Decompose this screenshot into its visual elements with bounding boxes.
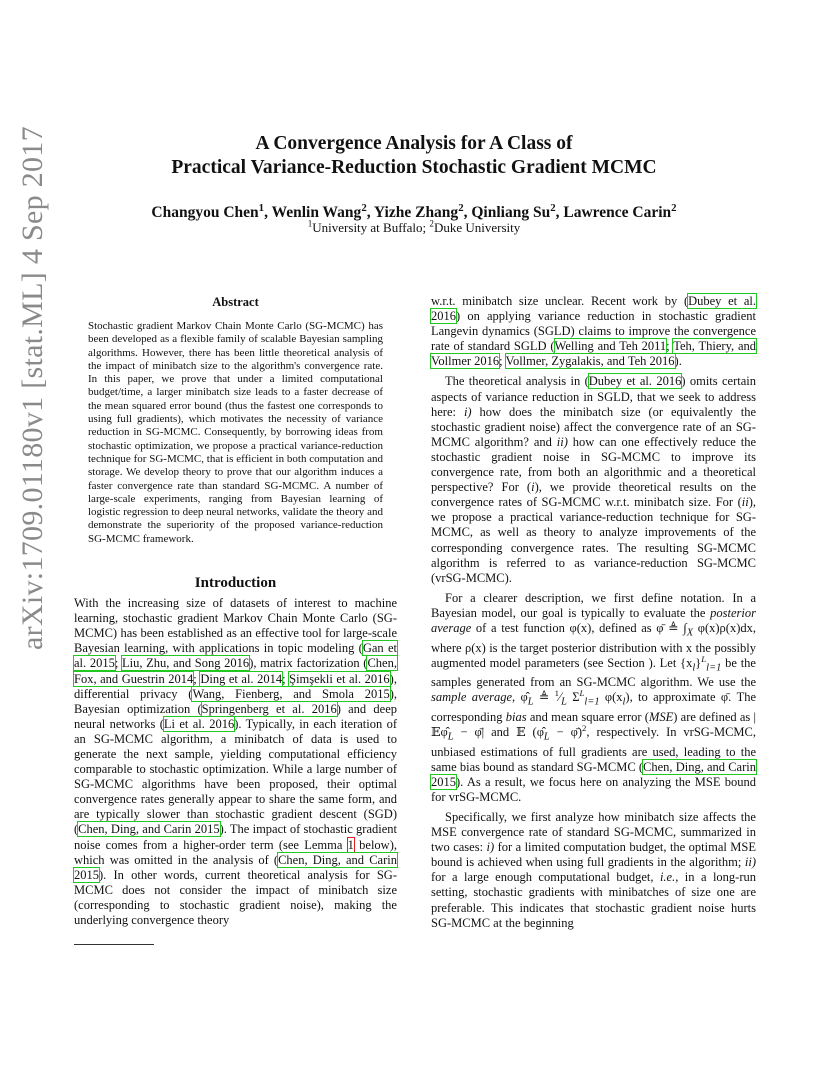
author: Qinliang Su: [471, 204, 551, 221]
citation-link[interactable]: Dubey et al. 2016: [431, 294, 756, 324]
paragraph: The theoretical analysis in (Dubey et al. 2016) omits certain aspects of variance reduction in SGLD, that we seek to address here: i) how does the minibatch size (or equivalently the stochastic gradient noise) affect the convergence rate of an SG-MCMC algorithm? and ii) how can one effectively reduce the stochastic gradient noise in SG-MCMC to improve its convergence rate, from both an algorithmic and a theoretical perspective? For (i), we provide theoretical results on the convergence rates of SG-MCMC w.r.t. minibatch size. For (ii), we propose a practical variance-reduction technique for SG-MCMC, as well as theory to analyze improvements of the corresponding convergence rates. The resulting SG-MCMC algorithm is referred to as variance-reduction SG-MCMC (vrSG-MCMC).: [431, 374, 757, 585]
citation-link[interactable]: Dubey et al. 2016: [588, 374, 682, 389]
abstract-text: Stochastic gradient Markov Chain Monte Carlo (SG-MCMC) has been developed as a flexible family of scalable Bayesian sampling algorithms. However, there has been little theoretical analysis of the impact of minibatch size to the algorithm's convergence rate. In this paper, we prove that under a limited computational budget/time, a larger minibatch size leads to a faster decrease of the mean squared error bound (thus the fastest one corresponds to using full gradients), which motivates the necessity of variance reduction in SG-MCMC. Consequently, by borrowing ideas from stochastic optimization, we propose a practical variance-reduction technique for SG-MCMC, that is efficient in both computation and storage. We develop theory to prove that our algorithm induces a faster convergence rate than standard SG-MCMC. A number of large-scale experiments, ranging from Bayesian learning of logistic regression to deep neural networks, validate the theory and demonstrate the superiority of the proposed variance-reduction SG-MCMC framework.: [88, 320, 383, 545]
arxiv-id: arXiv:1709.01180v1 [stat.ML] 4 Sep 2017: [16, 126, 49, 650]
right-column: [431, 294, 756, 931]
citation-link[interactable]: Wang, Fienberg, and Smola 2015: [192, 686, 390, 701]
paragraph: For a clearer description, we first define notation. In a Bayesian model, our goal is typically to evaluate the posterior average of a test function φ(x), defined as φ̄ ≜ $\int_X$ φ(x)ρ(x)dx, where ρ(x) is the target posterior distribution with x the possibly augmented model parameters (see Section ). Let $\{x_l\}^L_{l=1}$ be the samples generated from an SG-MCMC algorithm. We use the sample average, $\varphî_L$ ≜ $^1⁄_L$ $\Sigma^L_{l=1}$ $\varphi(x_l)$, to approximate φ̄. The corresponding bias and mean square error (MSE) are defined as $|𝔼\varphî_L$ − φ̄| and 𝔼 ($\varphî_L$ − φ̄)$^2$, respectively. In vrSG-MCMC, unbiased estimations of full gradients are used, leading to the same bias bound as standard SG-MCMC (Chen, Ding, and Carin 2015). As a result, we focus here on analyzing the MSE bound for vrSG-MCMC.: [431, 590, 757, 804]
title-line-1: A Convergence Analysis for A Class of: [255, 133, 573, 154]
citation-link[interactable]: Chen, Ding, and Carin 2015: [74, 852, 397, 882]
citation-link[interactable]: Welling and Teh 2011: [554, 339, 667, 354]
author: Lawrence Carin: [563, 204, 672, 221]
citation-link[interactable]: Gan et al. 2015: [74, 641, 397, 671]
affiliation-marker: 2: [550, 201, 556, 214]
affiliation-marker: 2: [361, 201, 367, 214]
citation-link[interactable]: Şimşekli et al. 2016: [289, 671, 390, 686]
abstract-heading: Abstract: [212, 295, 259, 309]
affiliation-marker: 2: [458, 201, 464, 214]
citation-link[interactable]: Ding et al. 2014: [200, 671, 283, 686]
paragraph: Specifically, we first analyze how minibatch size affects the MSE convergence rate of standard SG-MCMC, summarized in two cases: i) for a limited computation budget, the optimal MSE bound is achieved when using full gradients in the algorithm; ii) for a large enough computational budget, i.e., in a long-run setting, stochastic gradients with minibatches of size one are preferable. This indicates that stochastic gradient noise hurts SG-MCMC at the beginning: [431, 810, 756, 930]
author: Changyou Chen: [151, 204, 259, 221]
lemma-link[interactable]: 1: [347, 837, 354, 852]
citation-link[interactable]: Chen, Fox, and Guestrin 2014: [74, 656, 397, 686]
left-column: [74, 294, 397, 928]
citation-link[interactable]: Springenberg et al. 2016: [201, 701, 337, 716]
author-list: Changyou Chen$^1$, Wenlin Wang$^2$, Yizhe Zhang$^2$, Qinliang Su$^2$, Lawrence Carin$^2$: [151, 201, 677, 221]
citation-link[interactable]: Liu, Zhu, and Song 2016: [121, 656, 250, 671]
introduction-heading: Introduction: [194, 575, 277, 592]
introduction-paragraph: With the increasing size of datasets of interest to machine learning, stochastic gradient Markov Chain Monte Carlo (SG-MCMC) has been established as an effective tool for large-scale Bayesian learning, with applications in topic modeling (Gan et al. 2015; Liu, Zhu, and Song 2016), matrix factorization (Chen, Fox, and Guestrin 2014; Ding et al. 2014; Şimşekli et al. 2016), differential privacy (Wang, Fienberg, and Smola 2015), Bayesian optimization (Springenberg et al. 2016) and deep neural networks (Li et al. 2016). Typically, in each iteration of an SG-MCMC algorithm, a minibatch of data is used to generate the next sample, yielding computational efficiency comparable to stochastic optimization. While a large number of SG-MCMC algorithms have been proposed, their optimal convergence rates generally appear to share the same form, and are typically slower than stochastic gradient descent (SGD) (Chen, Ding, and Carin 2015). The impact of stochastic gradient noise comes from a higher-order term (see Lemma 1 below), which was omitted in the analysis of (Chen, Ding, and Carin 2015). In other words, current theoretical analysis for SG-MCMC does not consider the impact of minibatch size (corresponding to stochastic gradient noise), making the underlying convergence theory: [74, 596, 398, 928]
affiliations: $^1$University at Buffalo; $^2$Duke University: [307, 218, 521, 235]
author: Wenlin Wang: [271, 204, 362, 221]
affiliation: Duke University: [433, 220, 521, 235]
citation-link[interactable]: Vollmer, Zygalakis, and Teh 2016: [505, 354, 675, 369]
paragraph: w.r.t. minibatch size unclear. Recent work by (Dubey et al. 2016) on applying variance reduction in stochastic gradient Langevin dynamics (SGLD) claims to improve the convergence rate of standard SGLD (Welling and Teh 2011; Teh, Thiery, and Vollmer 2016; Vollmer, Zygalakis, and Teh 2016).: [431, 294, 756, 369]
affiliation-marker: 1: [307, 218, 313, 229]
affiliation-marker: 2: [429, 218, 434, 229]
affiliation-marker: 1: [258, 201, 265, 214]
affiliation-marker: 2: [671, 201, 677, 214]
citation-link[interactable]: Teh, Thiery, and Vollmer 2016: [431, 339, 756, 369]
title-line-2: Practical Variance-Reduction Stochastic Gradient MCMC: [171, 157, 657, 178]
citation-link[interactable]: Chen, Ding, and Carin 2015: [431, 759, 756, 789]
paper-title: [100, 132, 728, 180]
citation-link[interactable]: Chen, Ding, and Carin 2015: [78, 822, 220, 837]
footnote-rule: [74, 944, 154, 945]
author: Yizhe Zhang: [373, 204, 459, 221]
affiliation: University at Buffalo: [312, 220, 423, 235]
citation-link[interactable]: Li et al. 2016: [163, 716, 235, 731]
